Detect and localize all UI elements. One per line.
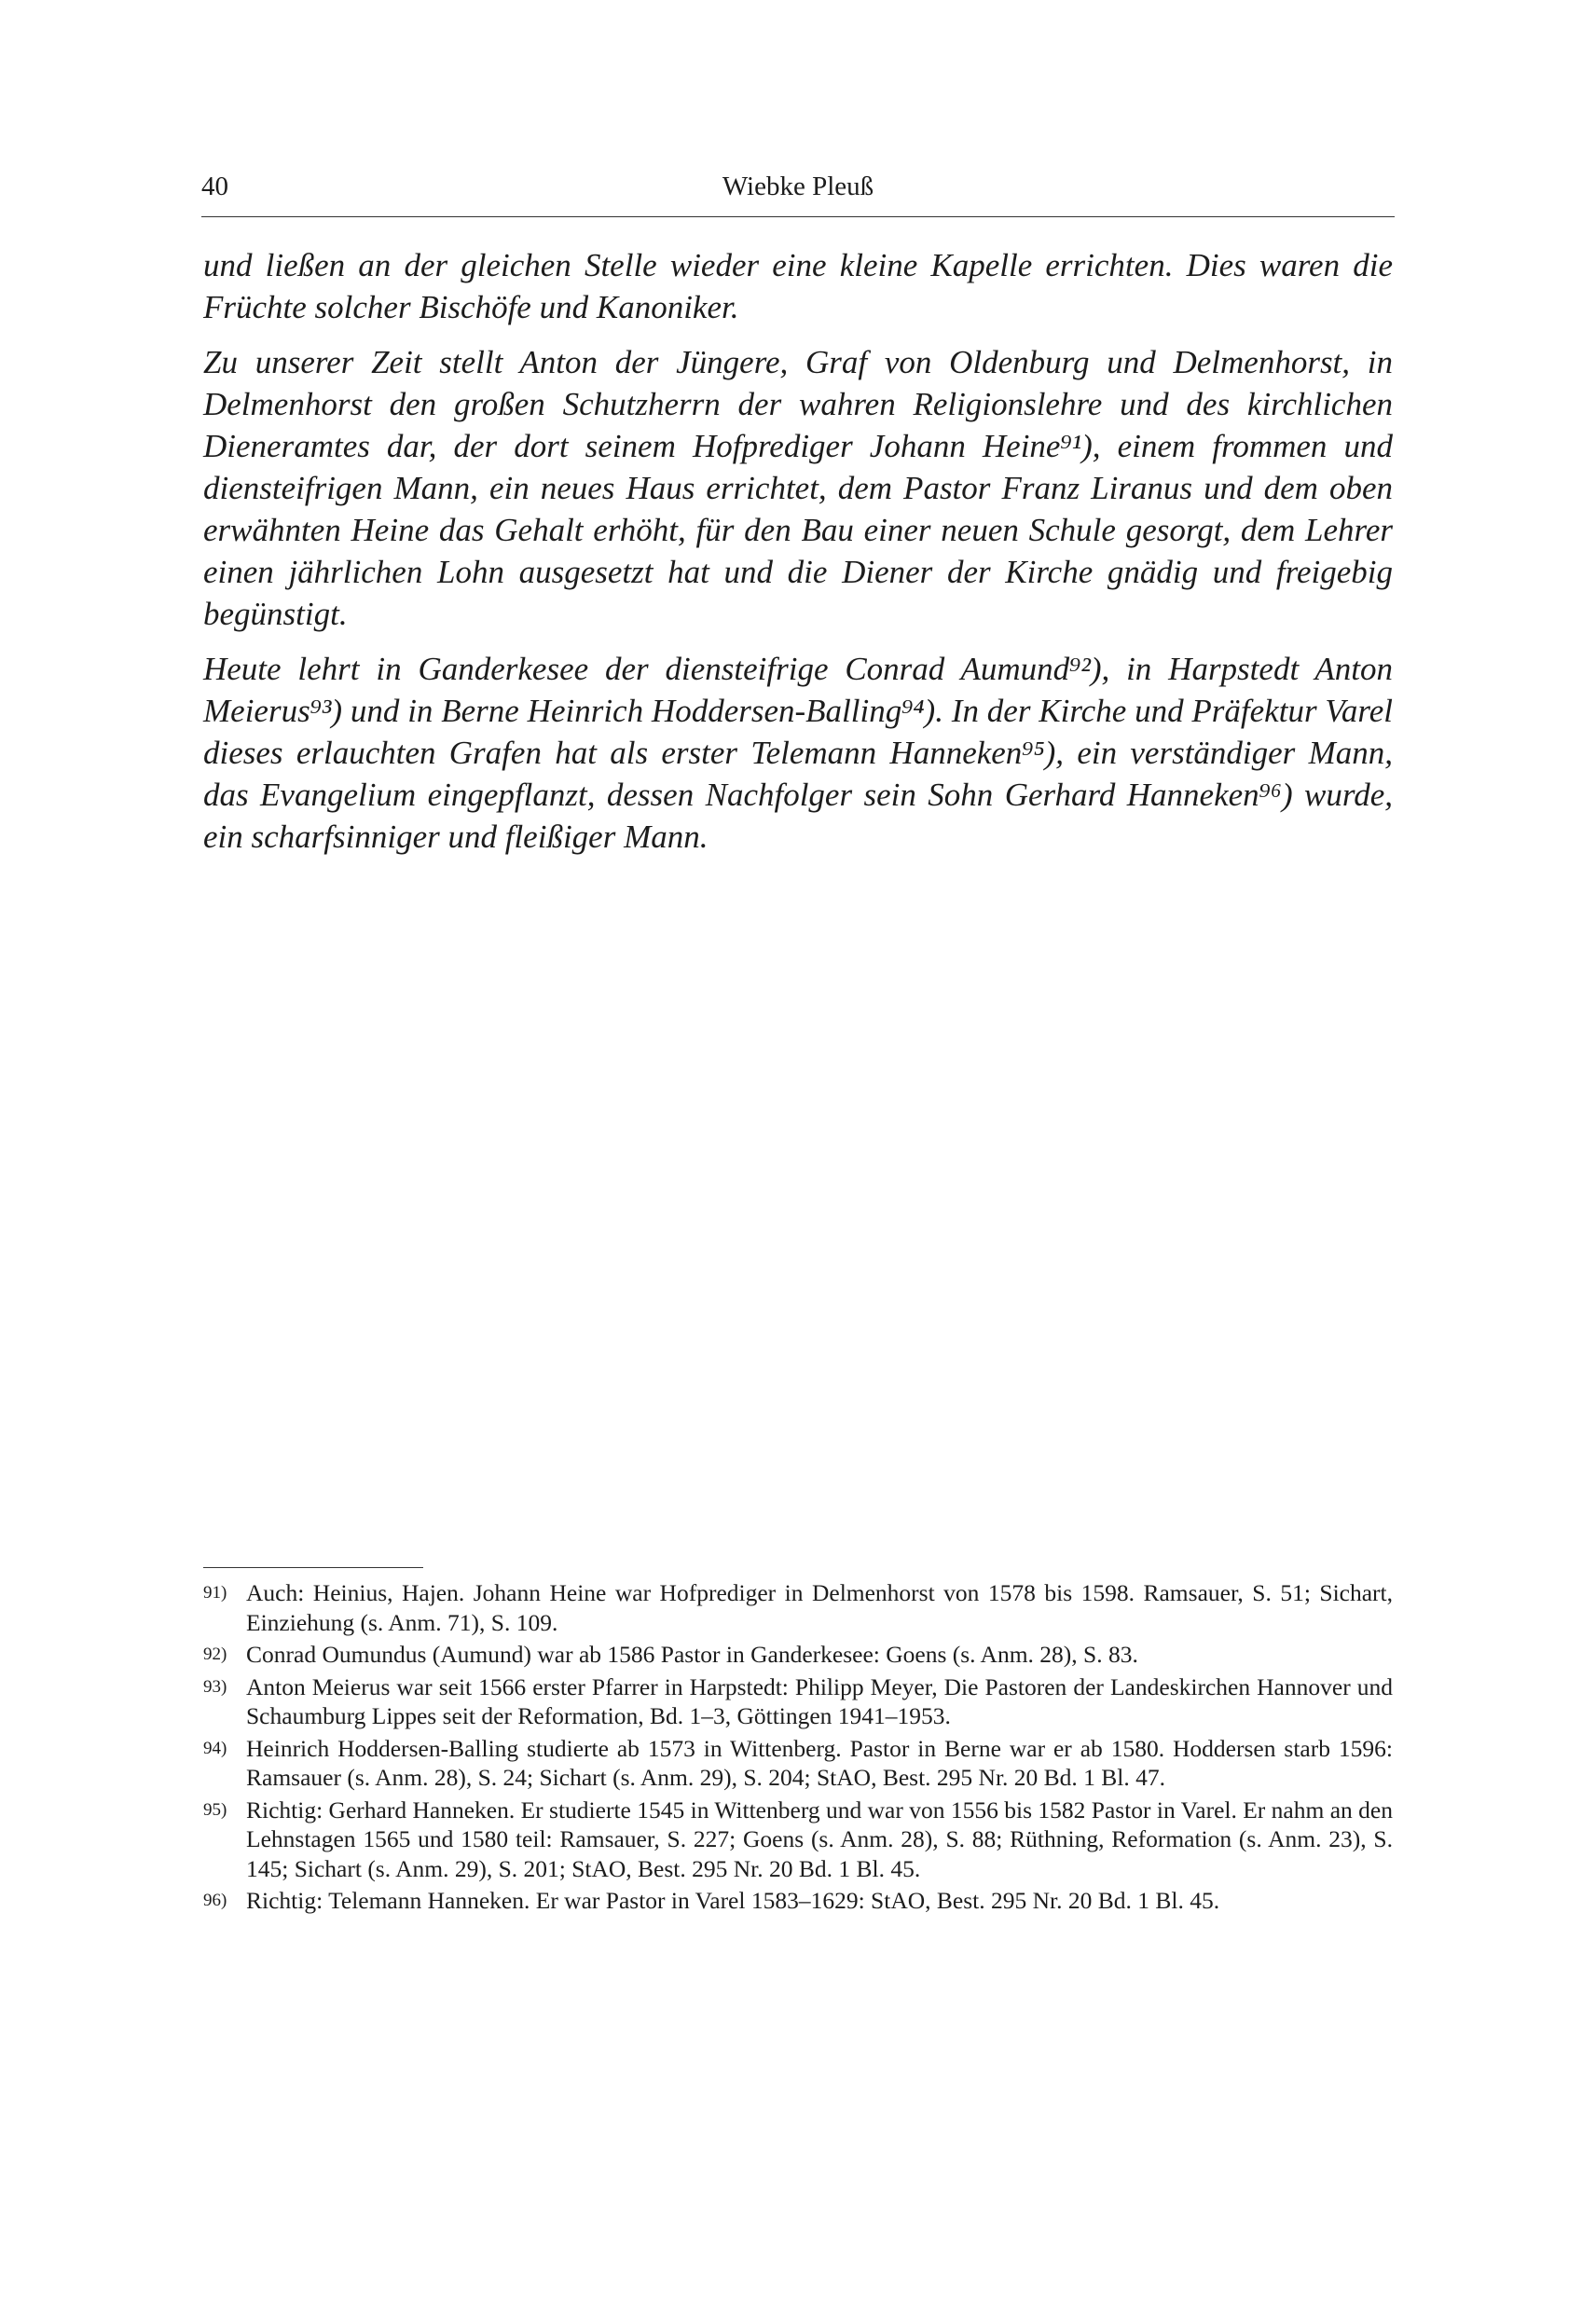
running-head: Wiebke Pleuß [722, 172, 874, 201]
footnote-96 [203, 1886, 1393, 1916]
footnote-text: Richtig: Gerhard Hanneken. Er studierte 1545 in Wittenberg und war von 1556 bis 1582 Pastor in Varel. Er nahm an den Lehnstagen 1565 und 1580 teil: Ramsauer, S. 227; Goens (s. Anm. 28), S. 88; Rüthning, Reformation (s. Anm. 23), S. 145; Sichart (s. Anm. 29), S. 201; StAO, Best. 295 Nr. 20 Bd. 1 Bl. 45. [246, 1796, 1393, 1882]
footnote-92 [203, 1640, 1393, 1670]
footnote-rule [203, 1567, 423, 1568]
page-number: 40 [201, 172, 228, 201]
footnote-93 [203, 1672, 1393, 1731]
page-header [201, 168, 1395, 205]
footnote-text: Auch: Heinius, Hajen. Johann Heine war Hofprediger in Delmenhorst von 1578 bis 1598. Ramsauer, S. 51; Sichart, Einziehung (s. Anm. 71), S. 109. [246, 1579, 1393, 1636]
footnote-94 [203, 1734, 1393, 1793]
footnotes [203, 1578, 1393, 1919]
footnote-marker: 91) [203, 1583, 227, 1603]
body-paragraph: Heute lehrt in Ganderkesee der diensteifrige Conrad Aumund⁹²), in Harpstedt Anton Meierus⁹³) und in Berne Heinrich Hoddersen-Balling⁹⁴). In der Kirche und Präfektur Varel dieses erlauchten Grafen hat als erster Telemann Hanneken⁹⁵), ein verständiger Mann, das Evangelium eingepflanzt, dessen Nachfolger sein Sohn Gerhard Hanneken⁹⁶) wurde, ein scharfsinniger und fleißiger Mann. [203, 651, 1393, 855]
footnote-marker: 95) [203, 1799, 227, 1820]
footnote-text: Conrad Oumundus (Aumund) war ab 1586 Pastor in Ganderkesee: Goens (s. Anm. 28), S. 83. [246, 1641, 1138, 1668]
body-paragraph: und ließen an der gleichen Stelle wieder eine kleine Kapelle errichten. Dies waren die Früchte solcher Bischöfe und Kanoniker. [203, 247, 1393, 325]
footnote-95 [203, 1796, 1393, 1884]
footnote-marker: 93) [203, 1676, 227, 1697]
header-rule [201, 216, 1395, 217]
footnote-text: Heinrich Hoddersen-Balling studierte ab 1573 in Wittenberg. Pastor in Berne war er ab 1580. Hoddersen starb 1596: Ramsauer (s. Anm. 28), S. 24; Sichart (s. Anm. 29), S. 204; StAO, Best. 295 Nr. 20 Bd. 1 Bl. 47. [246, 1734, 1393, 1791]
footnote-text: Anton Meierus war seit 1566 erster Pfarrer in Harpstedt: Philipp Meyer, Die Pastoren der Landeskirchen Hannover und Schaumburg Lippes seit der Reformation, Bd. 1–3, Göttingen 1941–1953. [246, 1672, 1393, 1729]
body-paragraph: Zu unserer Zeit stellt Anton der Jüngere, Graf von Oldenburg und Delmenhorst, in Delmenhorst den großen Schutzherrn der wahren Religionslehre und des kirchlichen Dieneramtes dar, der dort seinem Hofprediger Johann Heine⁹¹), einem frommen und diensteifrigen Mann, ein neues Haus errichtet, dem Pastor Franz Liranus und dem oben erwähnten Heine das Gehalt erhöht, für den Bau einer neuen Schule gesorgt, dem Lehrer einen jährlichen Lohn ausgesetzt hat und die Diener der Kirche gnädig und freigebig begünstigt. [203, 344, 1393, 632]
footnote-marker: 92) [203, 1645, 227, 1664]
footnote-marker: 96) [203, 1891, 227, 1910]
main-text [203, 244, 1393, 871]
footnote-text: Richtig: Telemann Hanneken. Er war Pastor in Varel 1583–1629: StAO, Best. 295 Nr. 20 Bd. 1 Bl. 45. [246, 1887, 1220, 1914]
footnote-marker: 94) [203, 1738, 227, 1758]
footnote-91 [203, 1578, 1393, 1637]
